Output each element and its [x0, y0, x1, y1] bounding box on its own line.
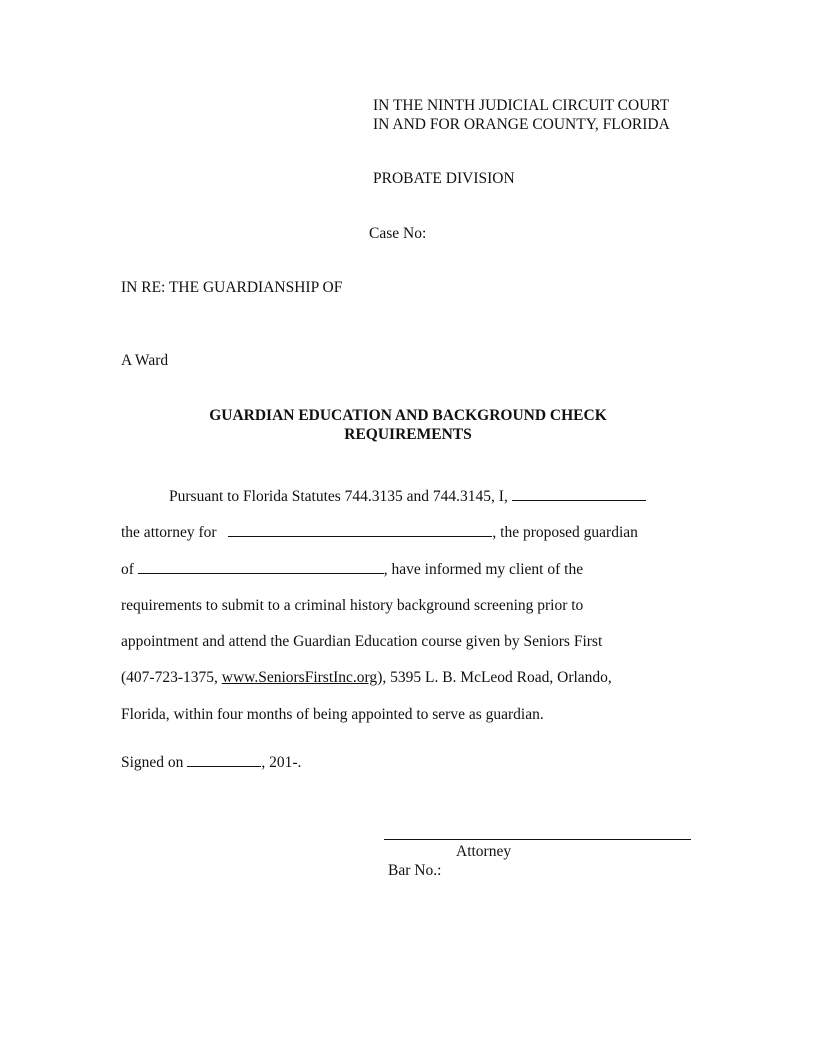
ward-label: A Ward [121, 352, 169, 369]
signature-line[interactable] [384, 839, 691, 840]
body-line-2 [121, 515, 701, 551]
bar-number-label: Bar No.: [388, 862, 442, 879]
division-label: PROBATE DIVISION [373, 170, 515, 187]
document-title [150, 406, 666, 444]
body-line-6-text-b: ), 5395 L. B. McLeod Road, Orlando, [377, 669, 612, 687]
signed-on-label: Signed on [121, 754, 184, 771]
attorney-name-blank[interactable] [512, 486, 646, 501]
signed-year-label: , 201-. [261, 754, 302, 771]
body-line-3-text-a: of [121, 560, 134, 578]
body-line-6-text-a: (407-723-1375, [121, 669, 222, 687]
body-line-7: Florida, within four months of being appointed to serve as guardian. [121, 705, 544, 723]
body-paragraph [121, 479, 701, 733]
title-line-2: REQUIREMENTS [344, 426, 472, 443]
body-line-6 [121, 660, 701, 696]
seniors-first-link[interactable]: www.SeniorsFirstInc.org [221, 669, 378, 687]
court-line-2: IN AND FOR ORANGE COUNTY, FLORIDA [373, 116, 670, 133]
body-line-4: requirements to submit to a criminal history background screening prior to [121, 596, 584, 614]
signed-on-line [121, 752, 301, 772]
body-line-2-text-b: , the proposed guardian [492, 524, 638, 542]
ward-name-blank[interactable] [138, 559, 384, 574]
court-heading [373, 96, 670, 134]
body-line-3-text-b: , have informed my client of the [383, 560, 584, 578]
court-line-1: IN THE NINTH JUDICIAL CIRCUIT COURT [373, 97, 670, 114]
in-re-caption: IN RE: THE GUARDIANSHIP OF [121, 279, 343, 296]
body-line-1-text: Pursuant to Florida Statutes 744.3135 and 744.3145, I, [169, 488, 508, 505]
case-number-label: Case No: [369, 225, 427, 242]
client-name-blank[interactable] [228, 522, 492, 537]
body-line-2-text-a: the attorney for [121, 524, 217, 542]
signed-date-blank[interactable] [187, 752, 261, 767]
body-line-5: appointment and attend the Guardian Education course given by Seniors First [121, 633, 603, 651]
body-line-1 [121, 479, 701, 515]
attorney-label: Attorney [456, 843, 512, 860]
body-line-3 [121, 552, 701, 588]
title-line-1: GUARDIAN EDUCATION AND BACKGROUND CHECK [209, 407, 607, 424]
